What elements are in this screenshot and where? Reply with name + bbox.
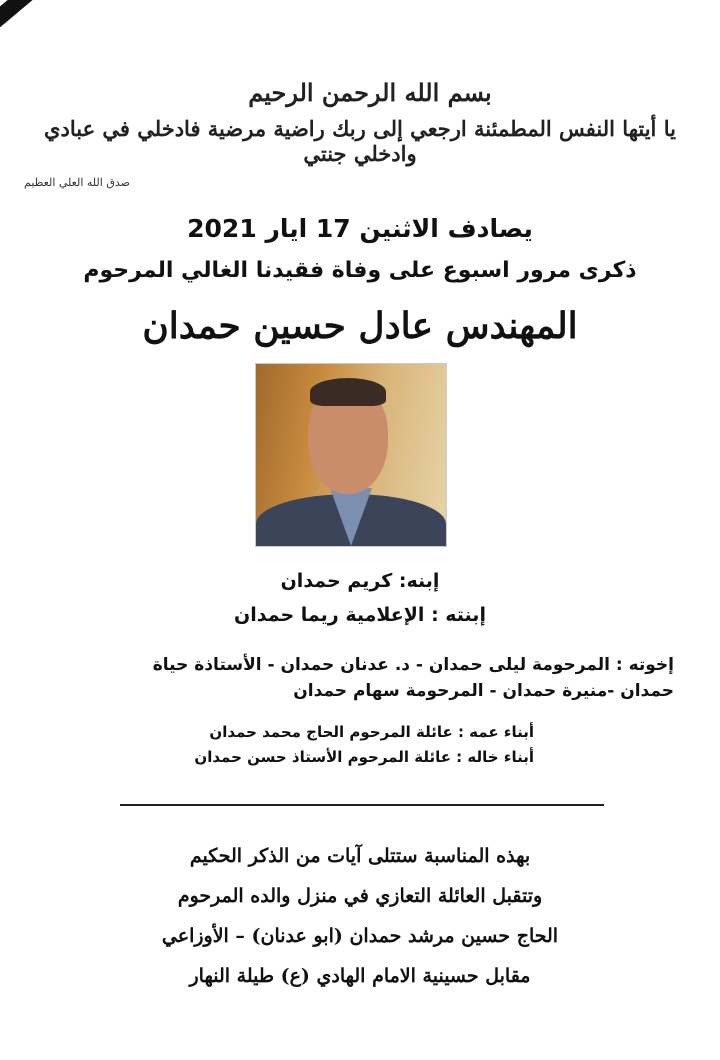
deceased-photo bbox=[256, 364, 446, 546]
son-line: إبنه: كريم حمدان bbox=[280, 570, 440, 592]
divider bbox=[120, 804, 604, 806]
mourning-ribbon bbox=[0, 0, 146, 52]
basmala: بسم الله الرحمن الرحيم bbox=[248, 78, 492, 107]
quran-verse: يا أيتها النفس المطمئنة ارجعي إلى ربك راضية مرضية فادخلي في عبادي وادخلي جنتي bbox=[44, 116, 676, 166]
paternal-cousins-line: أبناء عمه : عائلة المرحوم الحاج محمد حمدان bbox=[209, 723, 534, 741]
closing-block bbox=[0, 836, 720, 996]
siblings-line-1: إخوته : المرحومة ليلى حمدان - د. عدنان حمدان - الأستاذة حياة bbox=[152, 655, 674, 675]
cousins-block bbox=[114, 720, 534, 770]
date-line: يصادف الاثنين 17 ايار 2021 bbox=[187, 214, 533, 243]
daughter-line: إبنته : الإعلامية ريما حمدان bbox=[234, 604, 486, 626]
closing-line-1: بهذه المناسبة ستتلى آيات من الذكر الحكيم bbox=[189, 845, 531, 867]
siblings-block bbox=[54, 652, 674, 704]
memorial-line: ذكرى مرور اسبوع على وفاة فقيدنا الغالي المرحوم bbox=[83, 258, 637, 283]
closing-line-3: الحاج حسين مرشد حمدان (ابو عدنان) – الأوزاعي bbox=[161, 925, 559, 947]
verse-reference: صدق الله العلي العظيم bbox=[24, 176, 130, 189]
maternal-cousins-line: أبناء خاله : عائلة المرحوم الأستاذ حسن حمدان bbox=[194, 748, 534, 766]
siblings-line-2: حمدان -منيرة حمدان - المرحومة سهام حمدان bbox=[293, 681, 674, 701]
closing-line-2: وتتقبل العائلة التعازي في منزل والده المرحوم bbox=[177, 885, 543, 907]
photo-hair bbox=[310, 378, 386, 406]
deceased-name: المهندس عادل حسين حمدان bbox=[142, 305, 578, 347]
closing-line-4: مقابل حسينية الامام الهادي (ع) طيلة النهار bbox=[189, 965, 531, 987]
